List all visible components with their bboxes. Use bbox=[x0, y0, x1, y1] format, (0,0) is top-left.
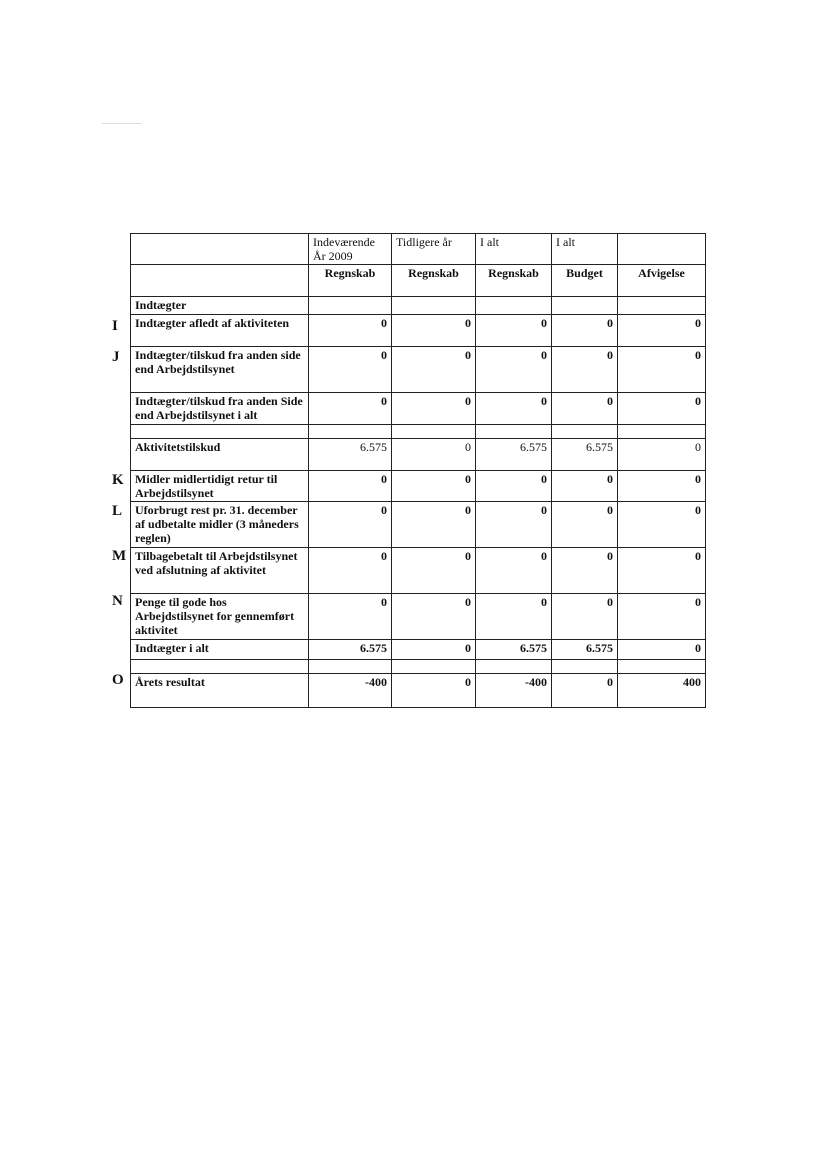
section-title: Indtægter bbox=[131, 297, 309, 315]
value-cell: 0 bbox=[552, 315, 618, 347]
header-row bbox=[131, 234, 706, 265]
value-cell: 0 bbox=[476, 548, 552, 594]
value-cell: -400 bbox=[309, 674, 392, 708]
value-cell: 0 bbox=[392, 439, 476, 471]
row-label: Indtægter/tilskud fra anden side end Arbejdstilsynet bbox=[131, 347, 309, 393]
empty-cell bbox=[552, 297, 618, 315]
empty-cell bbox=[476, 660, 552, 674]
value-cell: 0 bbox=[392, 594, 476, 640]
value-cell: 0 bbox=[392, 393, 476, 425]
value-cell: 0 bbox=[309, 594, 392, 640]
section-row bbox=[131, 297, 706, 315]
table-row bbox=[131, 471, 706, 502]
header-deviation bbox=[618, 234, 706, 265]
empty-cell bbox=[618, 660, 706, 674]
empty-cell bbox=[392, 297, 476, 315]
row-label: Midler midlertidigt retur til Arbejdstilsynet bbox=[131, 471, 309, 502]
value-cell: 0 bbox=[618, 471, 706, 502]
table-row bbox=[131, 502, 706, 548]
row-label: Penge til gode hos Arbejdstilsynet for gennemført aktivitet bbox=[131, 594, 309, 640]
spacer-row bbox=[131, 425, 706, 439]
value-cell: 0 bbox=[392, 548, 476, 594]
value-cell: 0 bbox=[476, 594, 552, 640]
row-label: Tilbagebetalt til Arbejdstilsynet ved afslutning af aktivitet bbox=[131, 548, 309, 594]
header-current-year: Indeværende År 2009 bbox=[309, 234, 392, 265]
value-cell: 0 bbox=[476, 315, 552, 347]
empty-cell bbox=[618, 297, 706, 315]
empty-cell bbox=[476, 297, 552, 315]
total-row bbox=[131, 640, 706, 660]
row-letter: K bbox=[112, 472, 124, 488]
value-cell: 0 bbox=[392, 674, 476, 708]
value-cell: 0 bbox=[618, 594, 706, 640]
scan-smudge bbox=[102, 123, 142, 124]
value-cell: 6.575 bbox=[476, 640, 552, 660]
row-label: Indtægter i alt bbox=[131, 640, 309, 660]
value-cell: 0 bbox=[476, 502, 552, 548]
value-cell: 0 bbox=[552, 393, 618, 425]
value-cell: 400 bbox=[618, 674, 706, 708]
value-cell: 0 bbox=[618, 347, 706, 393]
subheader-cell: Regnskab bbox=[476, 265, 552, 297]
empty-cell bbox=[309, 297, 392, 315]
subheader-cell: Regnskab bbox=[392, 265, 476, 297]
empty-cell bbox=[552, 425, 618, 439]
value-cell: 0 bbox=[618, 548, 706, 594]
value-cell: 0 bbox=[392, 347, 476, 393]
value-cell: 0 bbox=[476, 393, 552, 425]
value-cell: 0 bbox=[552, 502, 618, 548]
header-total: I alt bbox=[476, 234, 552, 265]
value-cell: 0 bbox=[309, 315, 392, 347]
value-cell: 6.575 bbox=[552, 439, 618, 471]
value-cell: 0 bbox=[476, 347, 552, 393]
table-row bbox=[131, 439, 706, 471]
value-cell: 0 bbox=[618, 502, 706, 548]
row-label: Aktivitetstilskud bbox=[131, 439, 309, 471]
empty-cell bbox=[392, 425, 476, 439]
empty-cell bbox=[309, 660, 392, 674]
table-row bbox=[131, 315, 706, 347]
subheader-cell: Regnskab bbox=[309, 265, 392, 297]
value-cell: 0 bbox=[392, 502, 476, 548]
subheader-cell: Afvigelse bbox=[618, 265, 706, 297]
subheader-blank bbox=[131, 265, 309, 297]
value-cell: 0 bbox=[392, 471, 476, 502]
value-cell: 0 bbox=[309, 548, 392, 594]
empty-cell bbox=[392, 660, 476, 674]
value-cell: 0 bbox=[618, 315, 706, 347]
value-cell: 0 bbox=[552, 594, 618, 640]
value-cell: 0 bbox=[309, 347, 392, 393]
value-cell: 0 bbox=[309, 502, 392, 548]
empty-cell bbox=[552, 660, 618, 674]
value-cell: 0 bbox=[392, 315, 476, 347]
result-row bbox=[131, 674, 706, 708]
table-row bbox=[131, 594, 706, 640]
header-blank bbox=[131, 234, 309, 265]
spacer-row bbox=[131, 660, 706, 674]
value-cell: 0 bbox=[309, 393, 392, 425]
value-cell: 6.575 bbox=[309, 439, 392, 471]
row-label: Uforbrugt rest pr. 31. december af udbetalte midler (3 måneders reglen) bbox=[131, 502, 309, 548]
row-letter: L bbox=[112, 503, 123, 519]
value-cell: 0 bbox=[552, 548, 618, 594]
row-label: Indtægter afledt af aktiviteten bbox=[131, 315, 309, 347]
value-cell: 0 bbox=[552, 471, 618, 502]
row-label: Indtægter/tilskud fra anden Side end Arbejdstilsynet i alt bbox=[131, 393, 309, 425]
table-row bbox=[131, 347, 706, 393]
row-letter: N bbox=[112, 593, 123, 609]
value-cell: -400 bbox=[476, 674, 552, 708]
row-label: Årets resultat bbox=[131, 674, 309, 708]
empty-cell bbox=[476, 425, 552, 439]
value-cell: 0 bbox=[618, 640, 706, 660]
value-cell: 6.575 bbox=[476, 439, 552, 471]
header-total-budget: I alt bbox=[552, 234, 618, 265]
subheader-row bbox=[131, 265, 706, 297]
empty-cell bbox=[131, 425, 309, 439]
empty-cell bbox=[309, 425, 392, 439]
value-cell: 0 bbox=[476, 471, 552, 502]
value-cell: 6.575 bbox=[309, 640, 392, 660]
value-cell: 6.575 bbox=[552, 640, 618, 660]
empty-cell bbox=[131, 660, 309, 674]
value-cell: 0 bbox=[618, 439, 706, 471]
empty-cell bbox=[618, 425, 706, 439]
row-letter: J bbox=[112, 349, 120, 365]
row-letter: M bbox=[112, 548, 127, 564]
row-letter: O bbox=[112, 672, 124, 688]
value-cell: 0 bbox=[309, 471, 392, 502]
value-cell: 0 bbox=[552, 674, 618, 708]
table-row bbox=[131, 393, 706, 425]
subheader-cell: Budget bbox=[552, 265, 618, 297]
financial-table bbox=[130, 233, 706, 708]
row-letter: I bbox=[112, 318, 118, 334]
table-row bbox=[131, 548, 706, 594]
value-cell: 0 bbox=[618, 393, 706, 425]
header-previous-years: Tidligere år bbox=[392, 234, 476, 265]
value-cell: 0 bbox=[552, 347, 618, 393]
value-cell: 0 bbox=[392, 640, 476, 660]
